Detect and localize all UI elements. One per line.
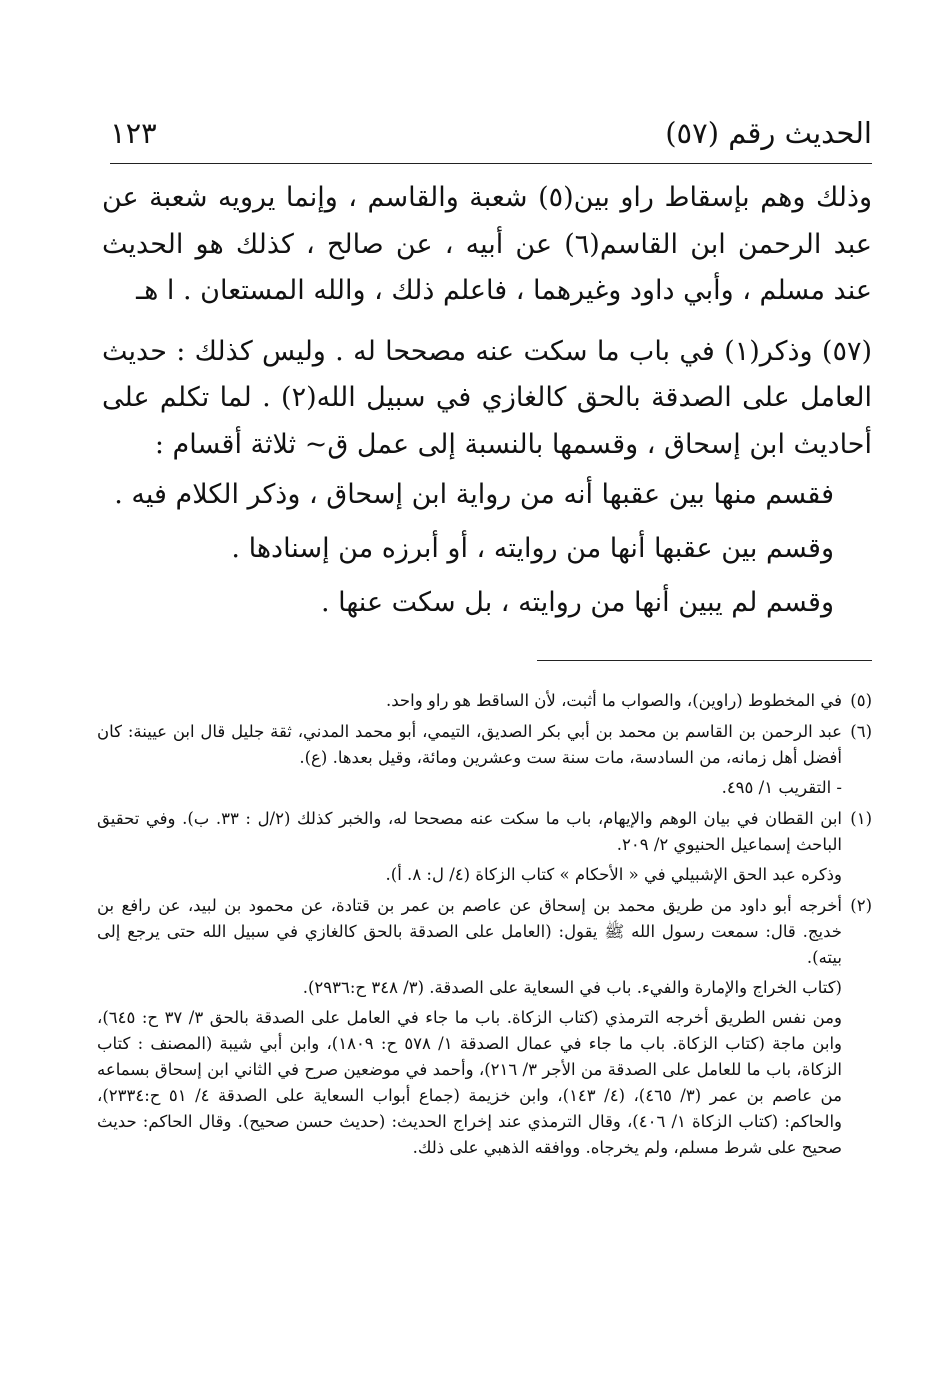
footnote <box>97 893 872 1161</box>
footnote-text: (كتاب الخراج والإمارة والفيء. باب في السعاية على الصدقة. (٣/ ٣٤٨ ح:٢٩٣٦). <box>302 978 842 997</box>
running-title: الحديث رقم (٥٧) <box>665 116 872 150</box>
footnote-text: عبد الرحمن بن القاسم بن محمد بن أبي بكر الصديق، التيمي، أبو محمد المدني، ثقة جليل قال ابن عيينة: كان أفضل أهل زمانه، من السادسة، مات سنة ست وعشرين ومائة، وقيل بعدها. (ع). <box>97 722 842 767</box>
footnote-text: في المخطوط (راوين)، والصواب ما أثبت، لأن الساقط هو راو واحد. <box>386 691 842 710</box>
footnote <box>97 806 872 888</box>
footnote-text: أخرجه أبو داود من طريق محمد بن إسحاق عن عاصم بن عمر بن قتادة، عن محمود بن لبيد، عن رافع بن خديج. قال: سمعت رسول الله ﷺ يقول: (العامل على الصدقة بالحق كالغازي في سبيل الله حتى يرجع إلى بيته). <box>97 896 842 967</box>
footnote-separator <box>537 660 872 661</box>
paragraph-2: (٥٧) وذكر(١) في باب ما سكت عنه مصححا له . وليس كذلك : حديث العامل على الصدقة بالحق كالغازي في سبيل الله(٢) . لما تكلم على أحاديث ابن إسحاق ، وقسمها بالنسبة إلى عمل ق~ ثلاثة أقسام : <box>102 335 872 460</box>
division-list <box>102 468 872 630</box>
main-text <box>102 175 872 630</box>
division-item: فقسم منها بين عقبها أنه من رواية ابن إسحاق ، وذكر الكلام فيه . <box>114 479 834 510</box>
header-rule <box>110 163 872 164</box>
footnote <box>97 719 872 801</box>
footnote-number: (٥) <box>850 691 872 710</box>
footnote-text: ومن نفس الطريق أخرجه الترمذي (كتاب الزكاة. باب ما جاء في العامل على الصدقة بالحق ٣/ ٣٧ ح: ٦٤٥)، وابن ماجة (كتاب الزكاة. باب ما جاء في عمال الصدقة ١/ ٥٧٨ ح: ١٨٠٩)، وابن أبي شيبة (المصنف : كتاب الزكاة، باب ما للعامل على الصدقة من الأجر ٣/ ٢١٦)، وأحمد في موضعين صرح في الثاني ابن إسحاق بسماعه من عاصم بن عمر (٣/ ٤٦٥)، (٤/ ١٤٣)، وابن خزيمة (جماع أبواب السعاية على الصدقة ٤/ ٥١ ح:٢٣٣٤)، والحاكم: (كتاب الزكاة ١/ ٤٠٦)، وقال الترمذي عند إخراج الحديث: (حديث حسن صحيح). وقال الحاكم: حديث صحيح على شرط مسلم، ولم يخرجاه. ووافقه الذهبي على ذلك. <box>97 1008 843 1157</box>
footnote-number: (٢) <box>850 896 872 915</box>
footnote-text: - التقريب ١/ ٤٩٥. <box>721 778 842 797</box>
footnote <box>97 688 872 714</box>
footnote-number: (١) <box>850 809 872 828</box>
footnotes <box>97 688 872 1166</box>
footnote-text: وذكره عبد الحق الإشبيلي في « الأحكام » كتاب الزكاة (٤/ ل: ٨. أ). <box>385 865 842 884</box>
division-item: وقسم لم يبين أنها من روايته ، بل سكت عنها . <box>320 587 834 618</box>
footnote-number: (٦) <box>850 722 872 741</box>
division-item: وقسم بين عقبها أنها من روايته ، أو أبرزه من إسنادها . <box>231 533 834 564</box>
footnote-text: ابن القطان في بيان الوهم والإيهام، باب ما سكت عنه مصححا له، والخبر كذلك (٢/ل : ٣٣. ب). وفي تحقيق الباحث إسماعيل الحنيوي ٢/ ٢٠٩. <box>97 809 842 854</box>
paragraph-1: وذلك وهم بإسقاط راو بين(٥) شعبة والقاسم ، وإنما يرويه شعبة عن عبد الرحمن ابن القاسم(٦) عن أبيه ، عن صالح ، كذلك هو الحديث عند مسلم ، وأبي داود وغيرهما ، فاعلم ذلك ، والله المستعان . ا هـ <box>102 182 873 306</box>
page-header <box>110 108 872 158</box>
page-number: ١٢٣ <box>110 116 157 150</box>
